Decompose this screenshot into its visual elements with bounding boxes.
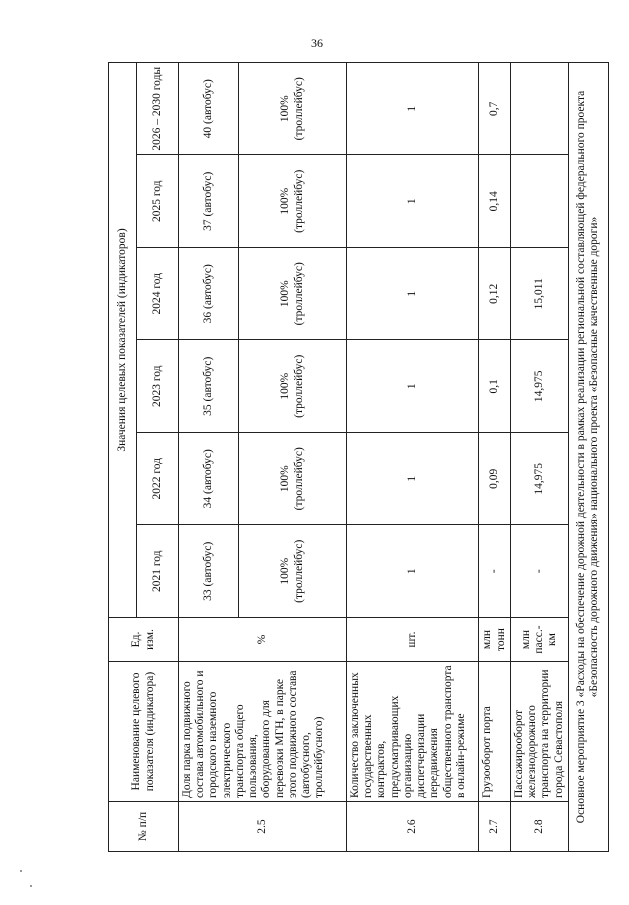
cell-value: 1 <box>347 525 479 618</box>
cell-value: - <box>511 525 569 618</box>
header-year: 2023 год <box>137 340 179 433</box>
page-number: 36 <box>311 36 323 50</box>
row-num: 2.5 <box>179 802 347 852</box>
cell-value: 1 <box>347 433 479 526</box>
scan-artifact <box>30 885 32 887</box>
cell-value: 100% (троллейбус) <box>239 248 347 341</box>
cell-value: 14,975 <box>511 340 569 433</box>
header-unit: Ед. изм. <box>109 618 179 662</box>
cell-value: 15,011 <box>511 248 569 341</box>
header-year: 2022 год <box>137 433 179 526</box>
row-num: 2.6 <box>347 802 479 852</box>
cell-value: 35 (автобус) <box>179 340 239 433</box>
header-year: 2024 год <box>137 248 179 341</box>
table-row <box>179 63 239 852</box>
row-num: 2.8 <box>511 802 569 852</box>
cell-value: 40 (автобус) <box>179 63 239 156</box>
cell-value: 100% (троллейбус) <box>239 525 347 618</box>
rotated-table-container <box>108 62 601 852</box>
row-name: Доля парка подвижного состава автомобильного и городского наземного электрического транспорта общего пользования, оборудованного для перевозки МГН, в парке этого подвижного состава (автобусного, троллейбусного) <box>179 662 347 802</box>
cell-value: 1 <box>347 63 479 156</box>
row-unit: шт. <box>347 618 479 662</box>
cell-value: 1 <box>347 340 479 433</box>
table-row <box>479 63 511 852</box>
cell-value: 34 (автобус) <box>179 433 239 526</box>
cell-value: 37 (автобус) <box>179 155 239 248</box>
cell-value: 0,12 <box>479 248 511 341</box>
header-year: 2026 – 2030 годы <box>137 63 179 156</box>
header-year: 2025 год <box>137 155 179 248</box>
cell-value: 1 <box>347 248 479 341</box>
scan-artifact <box>20 870 22 872</box>
header-name: Наименование целевого показателя (индикатора) <box>109 662 179 802</box>
table-row <box>347 63 479 852</box>
cell-value: 0,7 <box>479 63 511 156</box>
cell-value: 100% (троллейбус) <box>239 433 347 526</box>
cell-value: 36 (автобус) <box>179 248 239 341</box>
cell-value: 1 <box>347 155 479 248</box>
row-num: 2.7 <box>479 802 511 852</box>
section-footer: Основное мероприятие 3 «Расходы на обеспечение дорожной деятельности в рамках реализации региональной составляющей федерального проекта «Безопасность дорожного движения» национального проекта «Безопасные качественные дороги» <box>568 63 608 852</box>
row-name: Количество заключенных государственных контрактов, предусматривающих организацию диспетчеризации передвижения общественного транспорта в онлайн-режиме <box>347 662 479 802</box>
cell-value <box>511 63 569 156</box>
row-name: Пассажирооборот железнодорожного транспорта на территории города Севастополя <box>511 662 569 802</box>
indicators-table <box>108 62 609 852</box>
row-unit: млн пасс.-км <box>511 618 569 662</box>
cell-value <box>511 155 569 248</box>
header-year: 2021 год <box>137 525 179 618</box>
cell-value: 100% (троллейбус) <box>239 63 347 156</box>
cell-value: 14,975 <box>511 433 569 526</box>
cell-value: - <box>479 525 511 618</box>
cell-value: 0,14 <box>479 155 511 248</box>
row-name: Грузооборот порта <box>479 662 511 802</box>
cell-value: 100% (троллейбус) <box>239 340 347 433</box>
row-unit: % <box>179 618 347 662</box>
row-unit: млн тонн <box>479 618 511 662</box>
header-values-group: Значения целевых показателей (индикаторов) <box>109 63 137 618</box>
cell-value: 100% (троллейбус) <box>239 155 347 248</box>
header-num: № п/п <box>109 802 179 852</box>
cell-value: 33 (автобус) <box>179 525 239 618</box>
cell-value: 0,1 <box>479 340 511 433</box>
table-row <box>511 63 569 852</box>
cell-value: 0,09 <box>479 433 511 526</box>
